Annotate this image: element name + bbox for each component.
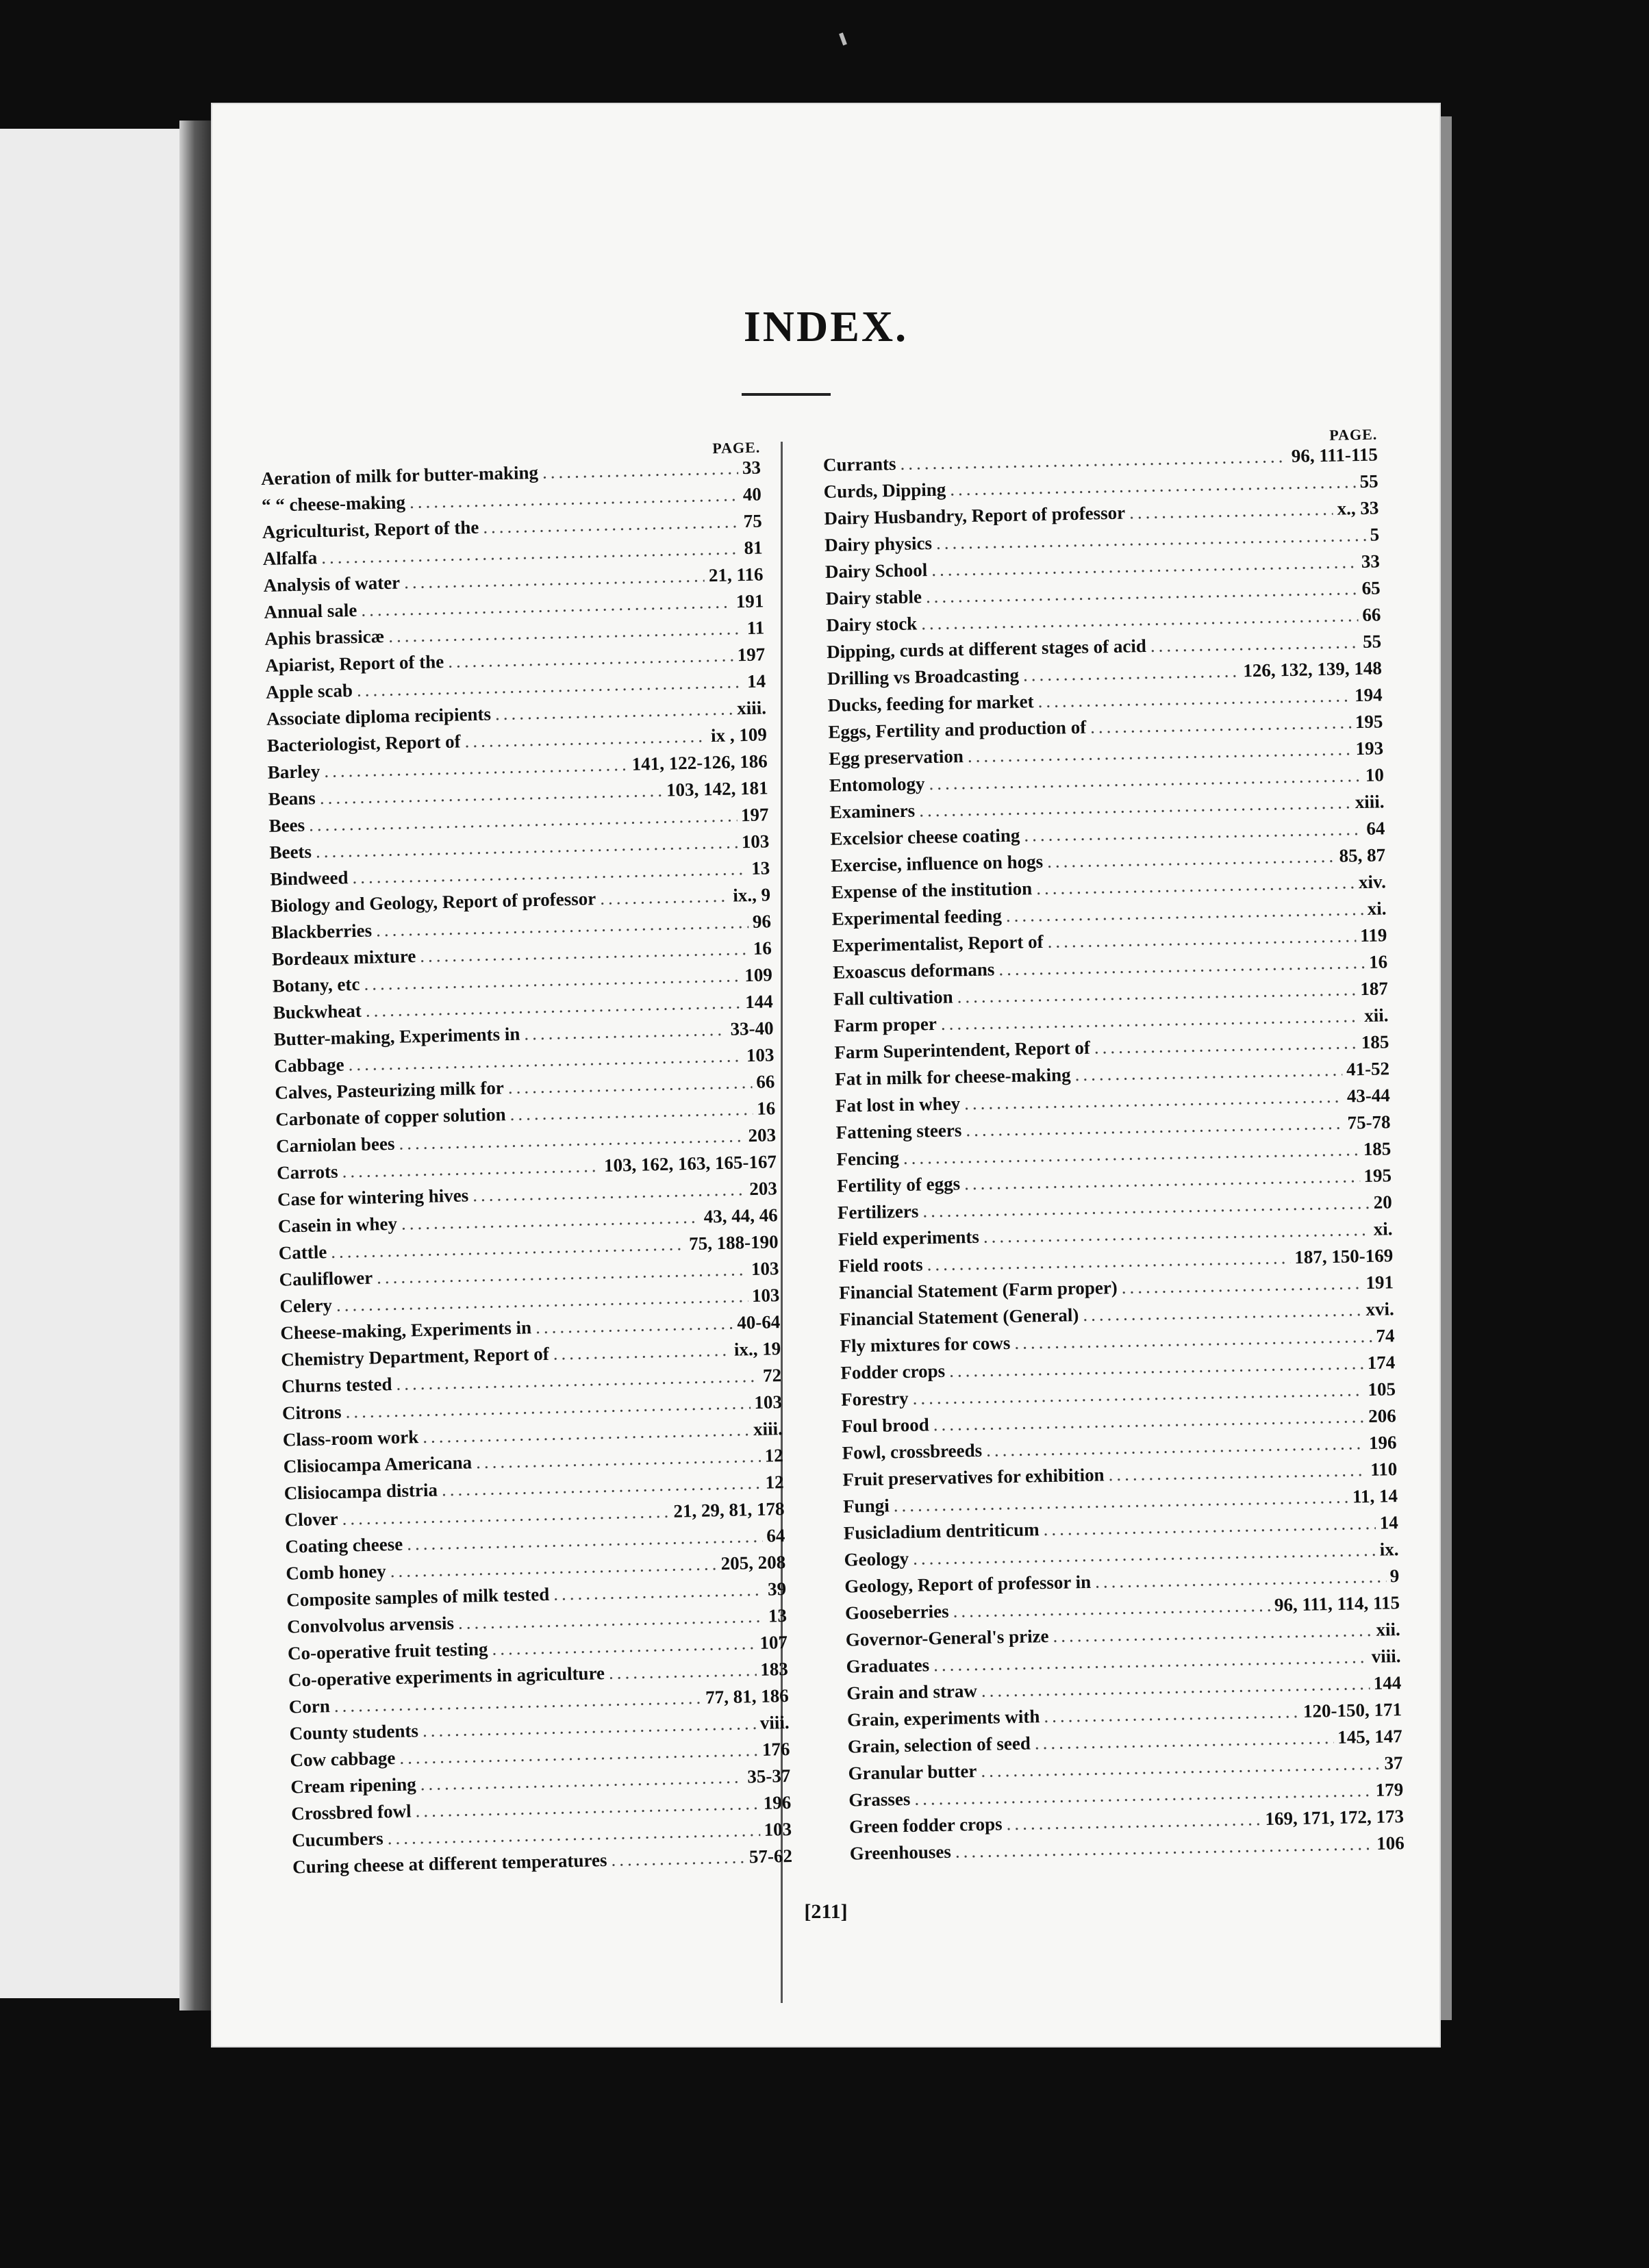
index-term: Fungi <box>842 1495 890 1517</box>
index-term: Alfalfa <box>262 547 318 569</box>
index-term: Examiners <box>829 800 916 822</box>
index-term: Granular butter <box>848 1761 977 1784</box>
page-reference: 39 <box>767 1578 787 1600</box>
page-reference: xvi. <box>1365 1298 1395 1320</box>
index-term: Drilling vs Broadcasting <box>827 664 1020 689</box>
index-term: Associate diploma recipients <box>266 703 492 729</box>
leader-dots <box>542 455 739 486</box>
index-term: Agriculturist, Report of the <box>262 516 479 542</box>
page-reference: 106 <box>1376 1832 1405 1854</box>
facing-page <box>0 129 205 1998</box>
page-reference: 144 <box>744 991 773 1013</box>
page-reference: 103, 142, 181 <box>666 777 768 801</box>
index-term: Dairy Husbandry, Report of professor <box>824 502 1126 529</box>
page-reference: 145, 147 <box>1337 1726 1403 1748</box>
index-term: Apiarist, Report of the <box>264 651 444 676</box>
index-term: Buckwheat <box>273 1000 362 1023</box>
index-term: Carniolan bees <box>275 1133 395 1157</box>
page-reference: 205, 208 <box>720 1552 786 1574</box>
page-reference: 33-40 <box>730 1018 774 1040</box>
page-reference: 13 <box>751 857 770 879</box>
index-term: Fly mixtures for cows <box>840 1332 1011 1357</box>
index-term: Gooseberries <box>844 1600 949 1624</box>
page-reference: 206 <box>1368 1405 1397 1426</box>
index-term: Fertility of eggs <box>836 1173 961 1196</box>
index-term: Cattle <box>278 1242 327 1263</box>
page-reference: 103 <box>754 1391 783 1413</box>
page-reference: 96 <box>752 911 772 932</box>
page-reference: 110 <box>1370 1459 1398 1480</box>
index-term: Beets <box>269 841 312 863</box>
page-reference: 16 <box>756 1098 776 1119</box>
column-header-right: PAGE. <box>1329 425 1378 444</box>
index-term: Grasses <box>848 1788 911 1811</box>
page-reference: 196 <box>763 1791 792 1813</box>
index-term: Fattening steers <box>835 1120 962 1143</box>
page-reference: 33 <box>742 457 761 479</box>
index-term: Composite samples of milk tested <box>286 1583 550 1611</box>
index-term: Field experiments <box>838 1226 980 1250</box>
page-reference: viii. <box>1371 1646 1401 1667</box>
page-reference: 64 <box>1365 818 1385 839</box>
page-reference: 65 <box>1361 577 1381 598</box>
page-reference: 176 <box>761 1738 790 1760</box>
index-term: Farm proper <box>833 1013 937 1036</box>
index-term: Excelsior cheese coating <box>830 824 1020 849</box>
index-term: Curing cheese at different temperatures <box>292 1850 607 1878</box>
page-reference: 66 <box>1362 604 1381 625</box>
page-reference: 196 <box>1368 1432 1397 1453</box>
index-term: Fruit preservatives for exhibition <box>842 1464 1105 1490</box>
page-reference: 203 <box>748 1124 777 1146</box>
index-term: Expense of the institution <box>831 878 1033 903</box>
index-column-right <box>822 420 1405 1867</box>
page-reference: xiii. <box>753 1418 783 1440</box>
page-reference: viii. <box>759 1711 790 1733</box>
film-speck <box>839 33 847 46</box>
page-reference: 120-150, 171 <box>1302 1699 1402 1722</box>
page-reference: 40-64 <box>736 1311 781 1333</box>
page-reference: 174 <box>1367 1352 1396 1373</box>
index-list-right <box>823 441 1405 1867</box>
index-term: Case for wintering hives <box>277 1185 469 1210</box>
page-number: [211] <box>804 1900 848 1923</box>
index-term: Foul brood <box>841 1414 929 1437</box>
title-rule <box>742 393 831 396</box>
index-term: Grain, experiments with <box>846 1706 1040 1730</box>
page-reference: 11 <box>746 617 765 638</box>
page-reference: 187 <box>1359 978 1389 1000</box>
index-term: Fodder crops <box>840 1360 946 1383</box>
index-term: Dairy stock <box>826 613 918 635</box>
index-term: Field roots <box>838 1254 923 1276</box>
page-reference: 194 <box>1354 684 1383 706</box>
page-reference: 203 <box>748 1178 778 1200</box>
index-term: Cauliflower <box>279 1267 373 1290</box>
leader-dots <box>1150 629 1359 659</box>
index-term: Dairy School <box>824 559 928 582</box>
page-reference: 107 <box>759 1631 788 1653</box>
page-reference: 179 <box>1375 1779 1404 1800</box>
index-term: Convolvolus arvensis <box>286 1613 455 1637</box>
page-reference: 9 <box>1389 1565 1400 1587</box>
page-reference: xiv. <box>1358 871 1387 893</box>
index-term: Coating cheese <box>285 1533 403 1557</box>
page-reference: 33 <box>1361 551 1381 572</box>
index-term: Cow cabbage <box>290 1748 396 1771</box>
index-list-left <box>261 454 793 1880</box>
index-term: Bacteriologist, Report of <box>266 731 461 756</box>
index-term: Bees <box>268 814 305 836</box>
page-reference: xiii. <box>736 697 767 719</box>
index-term: Cream ripening <box>290 1774 417 1798</box>
page-reference: 20 <box>1373 1192 1393 1213</box>
page-reference: 43-44 <box>1346 1085 1391 1107</box>
page-reference: 35-37 <box>746 1765 791 1787</box>
page-reference: 41-52 <box>1346 1058 1390 1080</box>
index-term: Chemistry Department, Report of <box>280 1343 549 1370</box>
page-reference: x., 33 <box>1337 497 1379 519</box>
page-reference: 185 <box>1361 1031 1389 1053</box>
index-term: Clisiocampa distria <box>284 1479 438 1504</box>
page-reference: 55 <box>1359 470 1379 492</box>
index-term: Dipping, curds at different stages of acid <box>826 635 1147 662</box>
index-term: Financial Statement (Farm proper) <box>838 1276 1118 1303</box>
page-reference: 96, 111, 114, 115 <box>1274 1592 1400 1615</box>
page-reference: 103 <box>746 1044 775 1066</box>
page-reference: 197 <box>740 804 769 826</box>
index-term: Fat lost in whey <box>835 1093 961 1116</box>
page-reference: 72 <box>762 1365 782 1386</box>
index-term: Churns tested <box>281 1373 392 1397</box>
index-term: Aphis brassicæ <box>264 625 385 649</box>
page-reference: ix. <box>1379 1539 1399 1560</box>
index-term: Carbonate of copper solution <box>275 1104 506 1130</box>
leader-dots <box>524 1016 727 1048</box>
page-reference: 144 <box>1373 1672 1402 1693</box>
page-reference: 40 <box>742 483 762 505</box>
index-term: Analysis of water <box>263 572 401 596</box>
index-term: Green fodder crops <box>848 1813 1003 1837</box>
page-reference: 37 <box>1384 1752 1403 1774</box>
page-reference: 103 <box>751 1258 779 1280</box>
leader-dots <box>611 1843 745 1873</box>
index-term: Fertilizers <box>837 1200 919 1223</box>
index-term: “ “ cheese-making <box>261 492 406 516</box>
index-term: Dairy stable <box>825 586 922 609</box>
index-term: Corn <box>288 1696 331 1717</box>
page-reference: ix., 9 <box>732 884 771 906</box>
page-reference: 75-78 <box>1347 1111 1391 1133</box>
page-reference: 21, 29, 81, 178 <box>673 1498 785 1522</box>
index-term: Geology <box>844 1548 909 1570</box>
index-term: Co-operative fruit testing <box>287 1638 488 1664</box>
index-term: Cucumbers <box>291 1828 384 1851</box>
index-term: County students <box>289 1720 419 1744</box>
page-reference: 12 <box>764 1445 784 1466</box>
index-page <box>211 103 1441 2048</box>
page-reference: 103 <box>751 1285 780 1307</box>
index-term: Farm Superintendent, Report of <box>834 1037 1091 1063</box>
index-term: Fat in milk for cheese-making <box>834 1064 1071 1089</box>
page-reference: 13 <box>768 1604 788 1626</box>
index-term: Barley <box>267 761 320 783</box>
index-term: Experimental feeding <box>831 905 1003 929</box>
index-term: Geology, Report of professor in <box>844 1571 1092 1597</box>
page-reference: 85, 87 <box>1339 844 1386 866</box>
page-reference: 191 <box>1365 1272 1394 1293</box>
page-reference: 96, 111-115 <box>1291 444 1379 466</box>
index-term: Dairy physics <box>824 532 933 555</box>
page-reference: 103 <box>741 831 770 853</box>
index-term: Bindweed <box>270 867 349 890</box>
page-reference: 75, 188-190 <box>688 1231 779 1255</box>
index-term: Experimentalist, Report of <box>832 931 1044 956</box>
page-reference: 10 <box>1365 764 1385 785</box>
page-reference: xi. <box>1367 898 1387 919</box>
page-reference: 74 <box>1376 1325 1395 1346</box>
page-reference: 55 <box>1362 631 1382 652</box>
page-reference: 169, 171, 172, 173 <box>1265 1806 1405 1829</box>
index-term: Exercise, influence on hogs <box>830 850 1044 876</box>
page-reference: xii. <box>1376 1619 1401 1640</box>
page-reference: xi. <box>1373 1218 1393 1239</box>
leader-dots <box>1121 1270 1361 1301</box>
index-term: Fencing <box>836 1148 900 1170</box>
page-reference: ix., 19 <box>733 1338 781 1360</box>
index-term: Forestry <box>840 1387 909 1410</box>
page-reference: 183 <box>759 1658 789 1680</box>
index-term: Curds, Dipping <box>823 479 946 502</box>
index-term: Bordeaux mixture <box>271 946 416 970</box>
index-term: Ducks, feeding for market <box>827 691 1034 716</box>
index-term: Apple scab <box>265 680 353 703</box>
index-term: Carrots <box>276 1161 338 1183</box>
page-reference: 141, 122-126, 186 <box>631 751 768 774</box>
index-term: Butter-making, Experiments in <box>273 1023 520 1050</box>
index-term: Financial Statement (General) <box>839 1305 1079 1330</box>
column-header-left: PAGE. <box>712 438 761 457</box>
page-reference: 64 <box>766 1525 785 1546</box>
page-edge-shadow <box>1441 116 1452 2020</box>
page-reference: 109 <box>744 964 773 986</box>
page-reference: 66 <box>755 1071 775 1092</box>
index-term: Celery <box>279 1294 333 1317</box>
index-term: Beans <box>268 788 316 809</box>
page-reference: 43, 44, 46 <box>703 1205 779 1227</box>
page-reference: 11, 14 <box>1352 1485 1398 1507</box>
page-reference: 103 <box>764 1818 792 1840</box>
leader-dots <box>536 1310 733 1341</box>
index-term: Class-room work <box>282 1426 419 1450</box>
index-term: Cheese-making, Experiments in <box>280 1317 532 1344</box>
index-term: Entomology <box>829 773 925 796</box>
page-reference: xiii. <box>1355 791 1385 813</box>
index-term: Botany, etc <box>272 973 360 996</box>
index-term: Biology and Geology, Report of professor <box>270 888 596 916</box>
index-term: Graduates <box>846 1654 930 1677</box>
page-reference: 14 <box>746 670 766 692</box>
index-term: Egg preservation <box>828 746 964 769</box>
page-reference: 126, 132, 139, 148 <box>1243 657 1383 681</box>
index-term: Citrons <box>281 1401 342 1424</box>
index-term: Fowl, crossbreeds <box>842 1439 983 1463</box>
page-reference: 197 <box>737 644 766 666</box>
index-term: Greenhouses <box>849 1841 952 1864</box>
index-term: Governor-General's prize <box>845 1625 1049 1650</box>
index-term: Crossbred fowl <box>291 1800 412 1824</box>
page-reference: 187, 150-169 <box>1294 1245 1394 1268</box>
page-reference: 195 <box>1363 1165 1392 1187</box>
index-term: Blackberries <box>270 920 373 943</box>
leader-dots <box>609 1656 757 1687</box>
page-reference: 16 <box>1368 951 1388 972</box>
page-reference: 14 <box>1379 1512 1399 1533</box>
index-term: Aeration of milk for butter-making <box>260 462 539 489</box>
page-reference: 119 <box>1359 924 1387 946</box>
page-reference: xii. <box>1363 1005 1389 1026</box>
leader-dots <box>553 1337 730 1368</box>
index-term: Annual sale <box>264 599 357 622</box>
page-reference: 5 <box>1370 524 1380 545</box>
page-reference: 12 <box>765 1472 784 1493</box>
index-term: Comb honey <box>286 1561 386 1584</box>
page-reference: 185 <box>1363 1138 1392 1160</box>
index-term: Co-operative experiments in agriculture <box>288 1663 605 1691</box>
leader-dots <box>1129 496 1333 527</box>
page-reference: 193 <box>1355 738 1384 759</box>
page-reference: 105 <box>1368 1378 1396 1400</box>
index-term: Fusicladium dentriticum <box>843 1519 1040 1544</box>
index-term: Exoascus deformans <box>832 959 995 983</box>
page-reference: 195 <box>1355 711 1383 733</box>
index-term: Grain and straw <box>846 1680 978 1704</box>
index-term: Cabbage <box>274 1054 344 1076</box>
index-column-left <box>260 433 792 1880</box>
index-term: Clover <box>284 1508 338 1530</box>
leader-dots <box>600 883 729 912</box>
page-reference: 21, 116 <box>708 564 764 586</box>
page-reference: 191 <box>735 590 764 612</box>
page-reference: 57-62 <box>748 1845 793 1867</box>
page-reference: 75 <box>743 510 763 532</box>
page-reference: ix , 109 <box>710 724 768 746</box>
page-reference: 16 <box>753 937 772 959</box>
page-reference: 103, 162, 163, 165-167 <box>603 1151 777 1176</box>
index-term: Clisiocampa Americana <box>283 1452 473 1477</box>
index-term: Fall cultivation <box>833 986 953 1009</box>
page-reference: 81 <box>744 537 763 559</box>
leader-dots <box>1023 657 1239 688</box>
index-term: Calves, Pasteurizing milk for <box>275 1077 505 1103</box>
book-spine <box>179 121 214 2011</box>
index-term: Eggs, Fertility and production of <box>828 716 1087 742</box>
page-reference: 77, 81, 186 <box>705 1685 789 1708</box>
index-term: Grain, selection of seed <box>847 1732 1031 1757</box>
index-term: Currants <box>822 453 896 475</box>
page-title: INDEX. <box>743 302 909 351</box>
index-term: Casein in whey <box>277 1213 398 1237</box>
